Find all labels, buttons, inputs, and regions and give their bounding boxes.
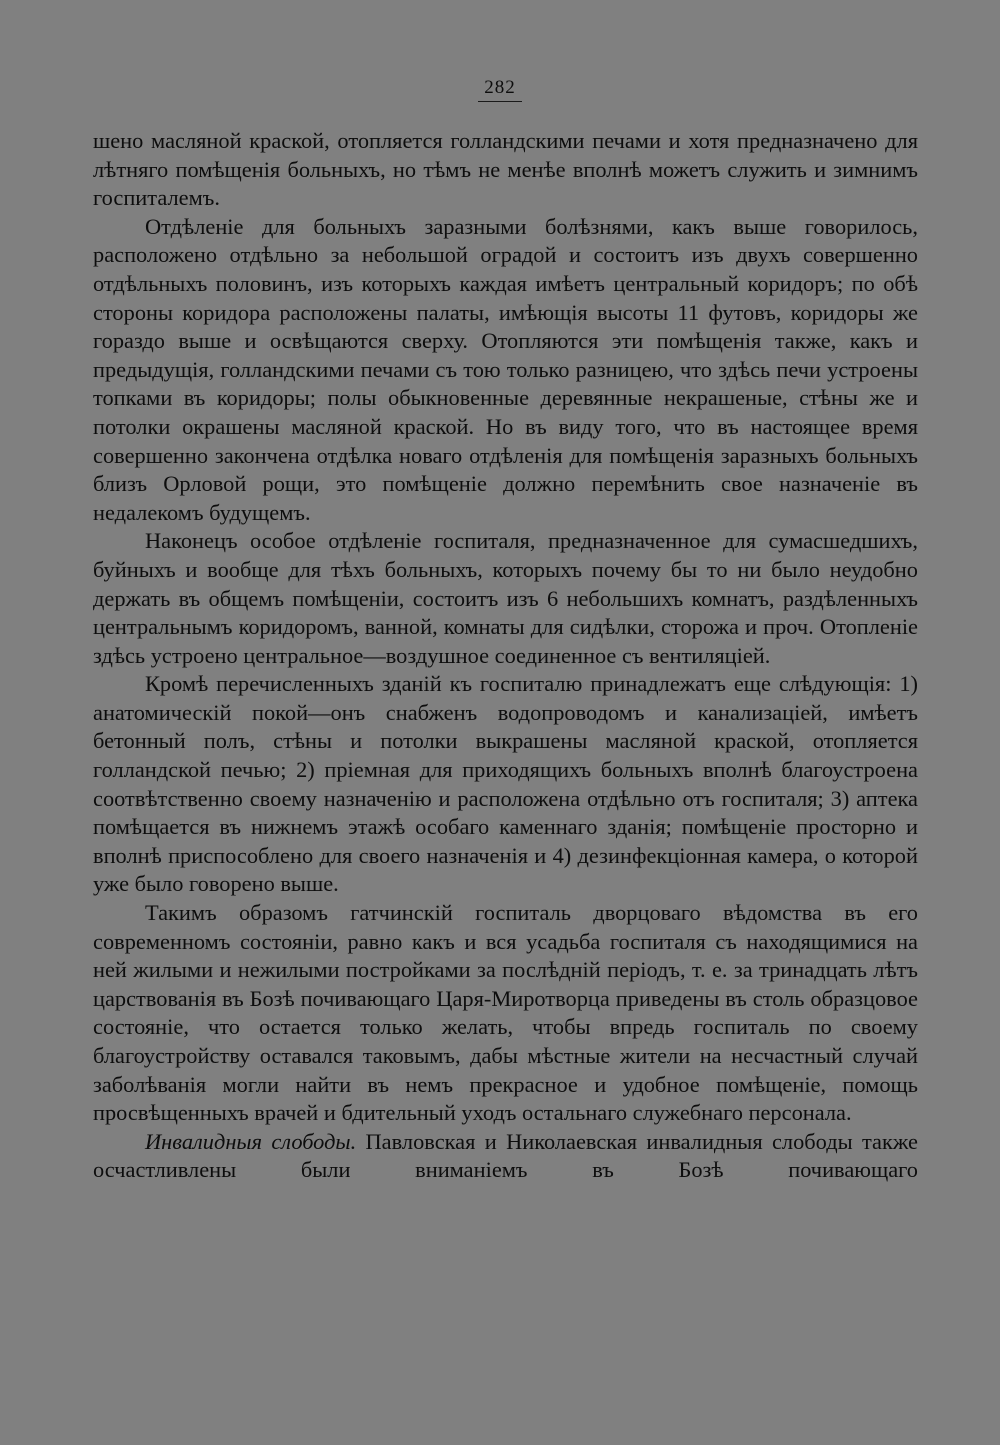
paragraph-3: Наконецъ особое отдѣленіе госпиталя, предназначенное для сумасшедшихъ, буйныхъ и вообще для тѣхъ больныхъ, которыхъ почему бы то ни было неудобно держать въ общемъ помѣщеніи, состоитъ изъ 6 небольшихъ комнатъ, раздѣленныхъ центральнымъ коридоромъ, ванной, комнаты для сидѣлки, сторожа и проч. Отопленіе здѣсь устроено центральное—воздушное соединенное съ вентиляціей. [93,528,918,668]
paragraph-1: шено масляной краской, отопляется голландскими печами и хотя предназначено для лѣтняго помѣщенія больныхъ, но тѣмъ не менѣе вполнѣ можетъ служить и зимнимъ госпиталемъ. [93,128,918,211]
paragraph-6 [93,1128,918,1185]
page-number [0,76,1000,102]
paragraph-5: Такимъ образомъ гатчинскій госпиталь дворцоваго вѣдомства въ его современномъ состояніи, равно какъ и вся усадьба госпиталя съ находящимися на ней жилыми и нежилыми постройками за послѣдній періодъ, т. е. за тринадцать лѣтъ царствованія въ Бозѣ почивающаго Царя-Миротворца приведены въ столь образцовое состояніе, что остается только желать, чтобы впредь госпиталь по своему благоустройству оставался таковымъ, дабы мѣстные жители на несчастный случай заболѣванія могли найти въ немъ прекрасное и удобное помѣщеніе, помощь просвѣщенныхъ врачей и бдительный уходъ остальнаго служебнаго персонала. [93,900,918,1126]
section-heading: Инвалидныя слободы. [145,1128,357,1154]
paragraph-6-text: Павловская и Николаевская инвалидныя слободы также осчастливлены были вниманіемъ въ Бозѣ почивающаго [93,1128,918,1183]
body-text [93,127,918,1185]
page-number-text: 282 [478,76,522,102]
paragraph-4: Кромѣ перечисленныхъ зданій къ госпиталю принадлежатъ еще слѣдующія: 1) анатомическій покой—онъ снабженъ водопроводомъ и канализаціей, имѣетъ бетонный полъ, стѣны и потолки выкрашены масляной краской, отопляется голландской печью; 2) пріемная для приходящихъ больныхъ вполнѣ благоустроена соотвѣтственно своему назначенію и расположена отдѣльно отъ госпиталя; 3) аптека помѣщается въ нижнемъ этажѣ особаго каменнаго зданія; помѣщеніе просторно и вполнѣ приспособлено для своего назначенія и 4) дезинфекціонная камера, о которой уже было говорено выше. [93,671,918,897]
paragraph-2: Отдѣленіе для больныхъ заразными болѣзнями, какъ выше говорилось, расположено отдѣльно за небольшой оградой и состоитъ изъ двухъ совершенно отдѣльныхъ половинъ, изъ которыхъ каждая имѣетъ центральный коридоръ; по обѣ стороны коридора расположены палаты, имѣющія высоты 11 футовъ, коридоры же гораздо выше и освѣщаются сверху. Отопляются эти помѣщенія также, какъ и предыдущія, голландскими печами съ тою только разницею, что здѣсь печи устроены топками въ коридоры; полы обыкновенные деревянные некрашеные, стѣны же и потолки окрашены масляной краской. Но въ виду того, что въ настоящее время совершенно закончена отдѣлка новаго отдѣленія для помѣщенія заразныхъ больныхъ близъ Орловой рощи, это помѣщеніе должно перемѣнить свое назначеніе въ недалекомъ будущемъ. [93,213,918,525]
